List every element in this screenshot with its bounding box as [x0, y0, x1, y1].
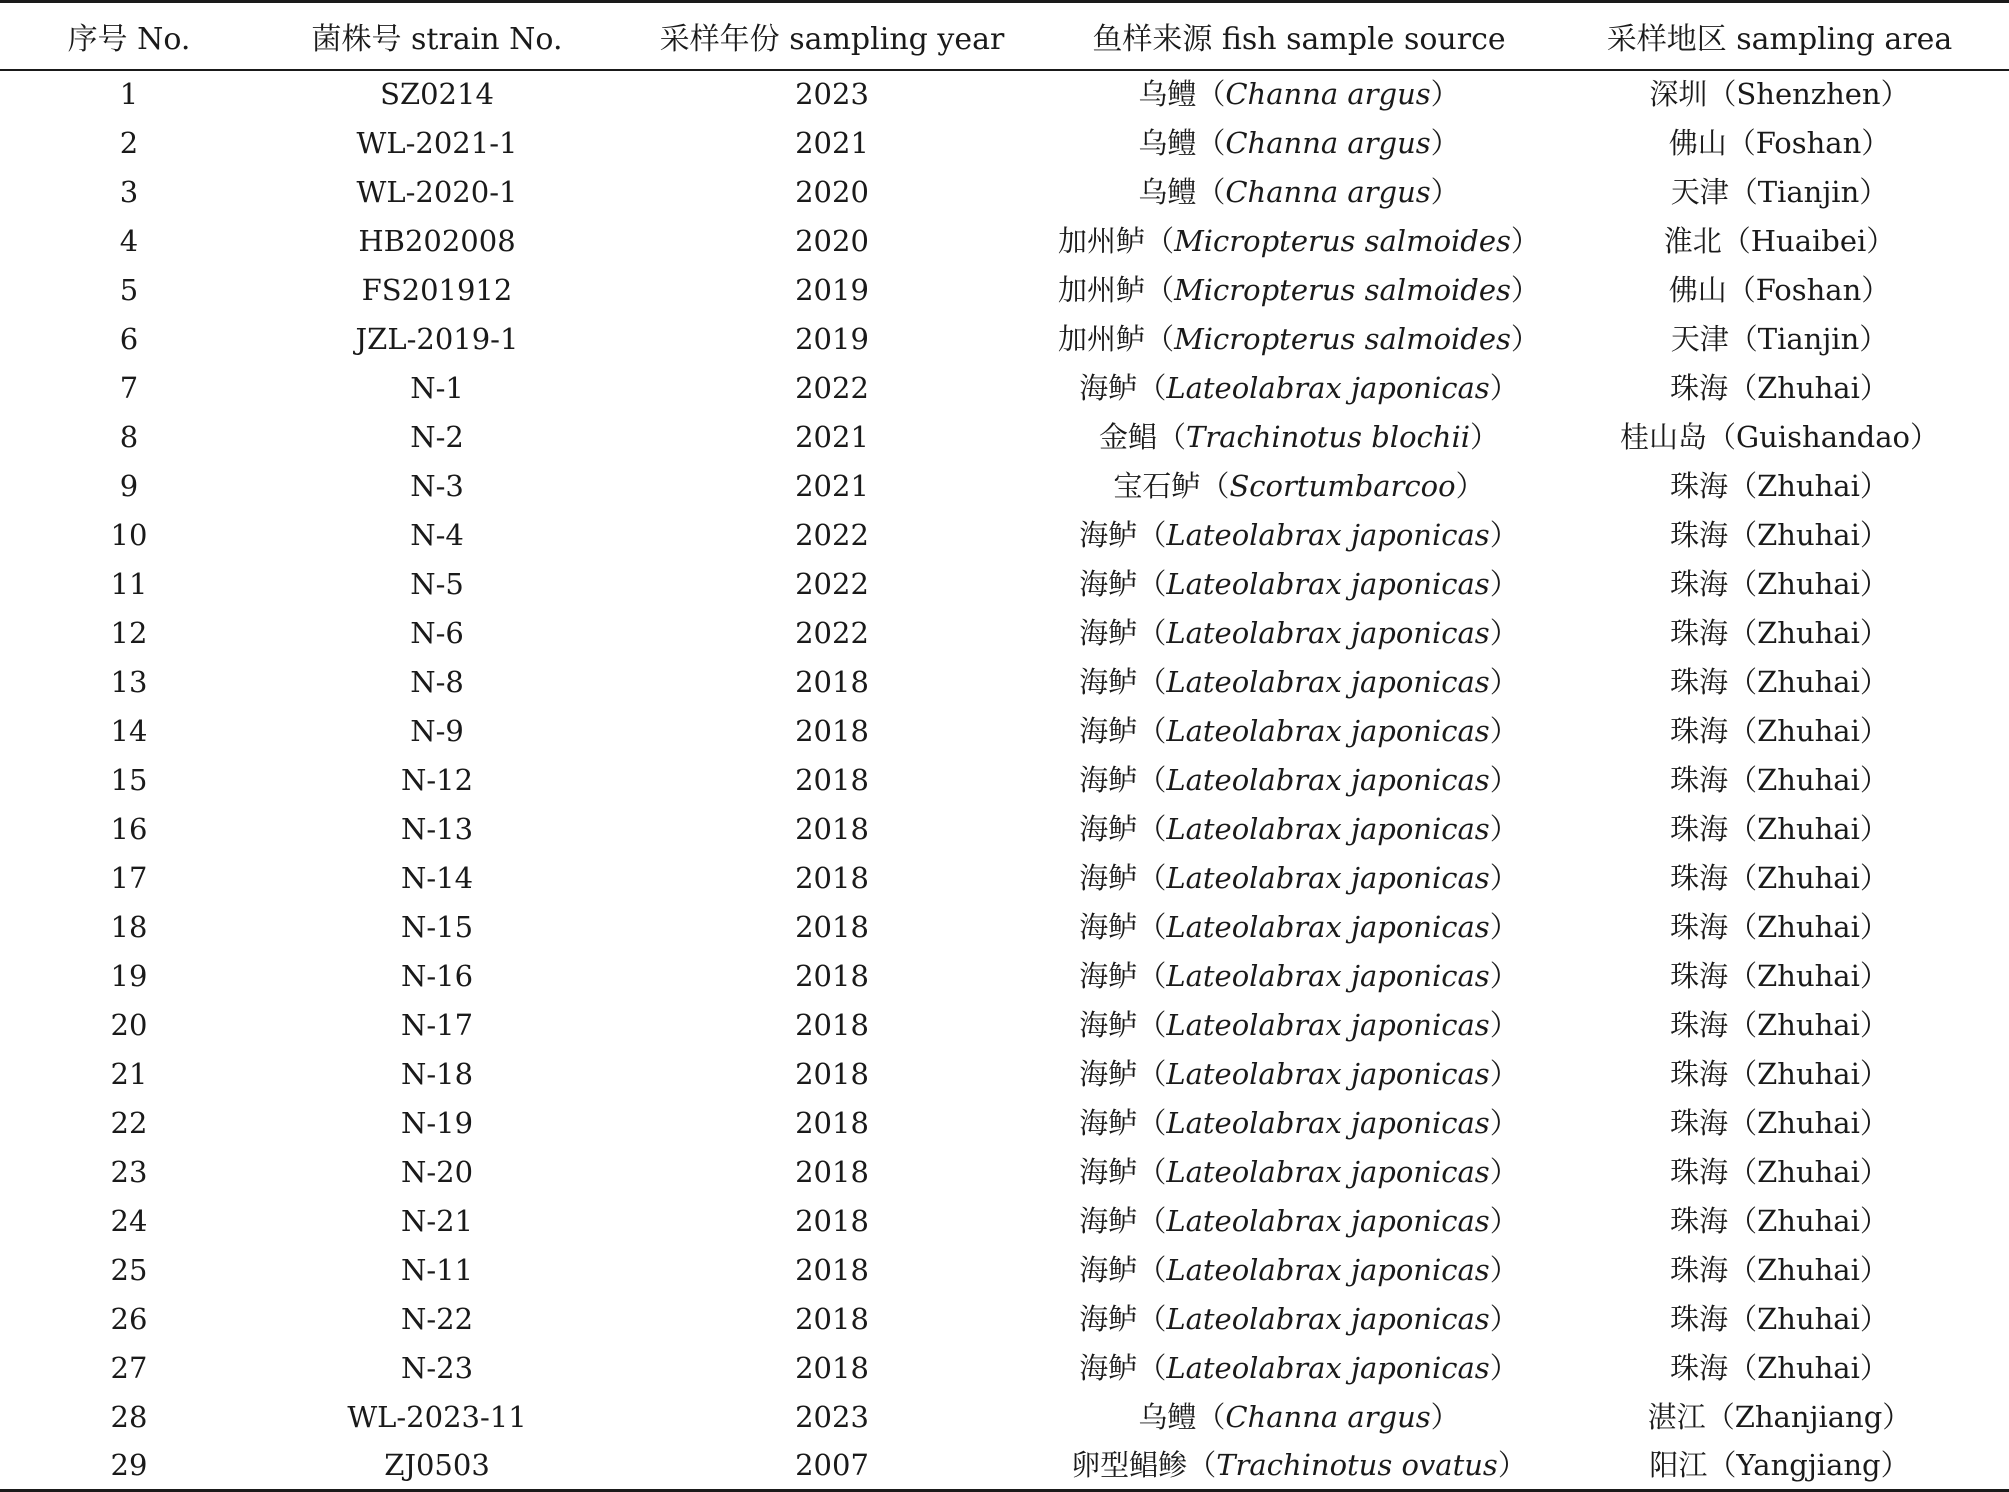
cell-fish-source: 海鲈（Lateolabrax japonicas）	[1079, 1154, 1519, 1189]
area-name-en: Zhuhai	[1757, 370, 1860, 405]
area-name-cn: 阳江	[1649, 1447, 1708, 1482]
table-row	[0, 1001, 2009, 1050]
fish-name-latin: Lateolabrax japonicas	[1166, 1301, 1490, 1336]
area-name-cn: 珠海	[1670, 909, 1729, 944]
cell-no: 12	[110, 615, 148, 650]
area-name-en: Zhuhai	[1757, 958, 1860, 993]
cell-strain: N-22	[400, 1301, 474, 1336]
table-header	[0, 2, 2009, 70]
cell-fish-source: 加州鲈（Micropterus salmoides）	[1058, 223, 1540, 258]
cell-year: 2022	[795, 566, 869, 601]
area-name-en: Foshan	[1755, 272, 1862, 307]
cell-fish-source: 海鲈（Lateolabrax japonicas）	[1079, 566, 1519, 601]
cell-strain: N-21	[400, 1203, 474, 1238]
fish-name-cn: 宝石鲈	[1113, 468, 1201, 503]
area-name-en: Zhuhai	[1757, 1154, 1860, 1189]
cell-fish-source: 海鲈（Lateolabrax japonicas）	[1079, 1203, 1519, 1238]
area-name-cn: 珠海	[1670, 1105, 1729, 1140]
fish-name-cn: 海鲈	[1079, 615, 1138, 650]
cell-fish-source: 卵型鲳鲹（Trachinotus ovatus）	[1048, 1442, 1550, 1491]
cell-area: 桂山岛（Guishandao）	[1619, 419, 1939, 454]
cell-year: 2020	[795, 223, 869, 258]
cell-fish-source: 金鲳（Trachinotus blochii）	[1098, 419, 1500, 454]
cell-year: 2019	[795, 272, 869, 307]
fish-name-cn: 海鲈	[1079, 762, 1138, 797]
cell-fish-source: 海鲈（Lateolabrax japonicas）	[1079, 1350, 1519, 1385]
fish-name-cn: 金鲳	[1098, 419, 1157, 454]
cell-no: 19	[110, 958, 148, 993]
fish-name-cn: 海鲈	[1079, 909, 1138, 944]
table-row	[0, 364, 2009, 413]
area-name-cn: 珠海	[1670, 1252, 1729, 1287]
cell-fish-source: 海鲈（Lateolabrax japonicas）	[1079, 762, 1519, 797]
fish-name-latin: Lateolabrax japonicas	[1166, 958, 1490, 993]
cell-area: 珠海（Zhuhai）	[1670, 958, 1889, 993]
cell-area: 珠海（Zhuhai）	[1670, 1056, 1889, 1091]
area-name-en: Shenzhen	[1736, 77, 1881, 111]
cell-area: 珠海（Zhuhai）	[1670, 468, 1889, 503]
cell-year: 2018	[795, 762, 869, 797]
table-row	[0, 168, 2009, 217]
cell-area: 湛江（Zhanjiang）	[1647, 1399, 1912, 1434]
header-row	[0, 2, 2009, 70]
table-row	[0, 1050, 2009, 1099]
fish-name-latin: Lateolabrax japonicas	[1166, 1350, 1490, 1385]
area-name-en: Zhuhai	[1757, 909, 1860, 944]
cell-area: 珠海（Zhuhai）	[1670, 664, 1889, 699]
area-name-cn: 珠海	[1670, 370, 1729, 405]
fish-name-cn: 海鲈	[1079, 566, 1138, 601]
fish-name-cn: 海鲈	[1079, 713, 1138, 748]
cell-strain: HB202008	[358, 223, 516, 258]
cell-year: 2018	[795, 909, 869, 944]
fish-name-cn: 海鲈	[1079, 958, 1138, 993]
fish-name-latin: Channa argus	[1225, 125, 1431, 160]
cell-area: 珠海（Zhuhai）	[1670, 1252, 1889, 1287]
cell-no: 13	[110, 664, 148, 699]
cell-no: 9	[119, 468, 139, 503]
fish-name-cn: 加州鲈	[1058, 272, 1146, 307]
fish-name-cn: 海鲈	[1079, 860, 1138, 895]
cell-no: 27	[110, 1350, 148, 1385]
table-row	[0, 952, 2009, 1001]
fish-name-latin: Lateolabrax japonicas	[1166, 566, 1490, 601]
cell-fish-source: 加州鲈（Micropterus salmoides）	[1058, 272, 1540, 307]
table-row	[0, 1344, 2009, 1393]
cell-strain: WL-2021-1	[356, 125, 518, 160]
cell-fish-source: 乌鳢（Channa argus）	[1138, 77, 1460, 111]
cell-fish-source: 乌鳢（Channa argus）	[1138, 1399, 1460, 1434]
fish-name-cn: 乌鳢	[1138, 1399, 1197, 1434]
fish-name-latin: Micropterus salmoides	[1174, 272, 1511, 307]
cell-fish-source: 海鲈（Lateolabrax japonicas）	[1079, 909, 1519, 944]
cell-no: 20	[110, 1007, 148, 1042]
area-name-en: Zhuhai	[1757, 468, 1860, 503]
cell-strain: N-13	[400, 811, 474, 846]
cell-fish-source: 海鲈（Lateolabrax japonicas）	[1079, 1007, 1519, 1042]
cell-fish-source: 海鲈（Lateolabrax japonicas）	[1079, 370, 1519, 405]
cell-year: 2023	[795, 77, 869, 111]
fish-name-cn: 海鲈	[1079, 517, 1138, 552]
cell-year: 2018	[795, 1350, 869, 1385]
cell-year: 2018	[795, 1007, 869, 1042]
cell-year: 2022	[795, 517, 869, 552]
cell-area: 珠海（Zhuhai）	[1670, 566, 1889, 601]
cell-year: 2021	[795, 125, 869, 160]
area-name-cn: 淮北	[1663, 223, 1722, 258]
fish-name-latin: Lateolabrax japonicas	[1166, 762, 1490, 797]
cell-strain: WL-2020-1	[356, 174, 518, 209]
cell-area: 珠海（Zhuhai）	[1670, 1301, 1889, 1336]
cell-no: 5	[119, 272, 139, 307]
header-no: 序号 No.	[0, 2, 258, 70]
area-name-en: Zhuhai	[1757, 1203, 1860, 1238]
area-name-cn: 湛江	[1647, 1399, 1706, 1434]
fish-name-cn: 卵型鲳鲹	[1071, 1447, 1188, 1482]
cell-no: 16	[110, 811, 148, 846]
fish-name-cn: 加州鲈	[1058, 223, 1146, 258]
area-name-cn: 珠海	[1670, 1203, 1729, 1238]
table-row	[0, 609, 2009, 658]
fish-name-cn: 海鲈	[1079, 1154, 1138, 1189]
area-name-en: Guishandao	[1736, 419, 1910, 454]
fish-name-cn: 乌鳢	[1138, 174, 1197, 209]
cell-area: 天津（Tianjin）	[1670, 174, 1889, 209]
cell-no: 1	[119, 77, 139, 111]
cell-no: 2	[119, 125, 139, 160]
cell-year: 2018	[795, 1203, 869, 1238]
area-name-en: Zhuhai	[1757, 1252, 1860, 1287]
table-row	[0, 119, 2009, 168]
cell-no: 11	[110, 566, 148, 601]
cell-year: 2019	[795, 321, 869, 356]
table-row	[0, 1197, 2009, 1246]
area-name-cn: 珠海	[1670, 566, 1729, 601]
cell-fish-source: 加州鲈（Micropterus salmoides）	[1058, 321, 1540, 356]
cell-strain: N-18	[400, 1056, 474, 1091]
cell-fish-source: 海鲈（Lateolabrax japonicas）	[1079, 1301, 1519, 1336]
cell-year: 2018	[795, 664, 869, 699]
table-row	[0, 658, 2009, 707]
table-row	[0, 707, 2009, 756]
cell-area: 珠海（Zhuhai）	[1670, 1154, 1889, 1189]
fish-name-latin: Lateolabrax japonicas	[1166, 1007, 1490, 1042]
cell-no: 28	[110, 1399, 148, 1434]
table-row	[0, 266, 2009, 315]
cell-area: 珠海（Zhuhai）	[1670, 762, 1889, 797]
cell-area: 珠海（Zhuhai）	[1670, 370, 1889, 405]
fish-name-cn: 乌鳢	[1138, 125, 1197, 160]
cell-strain: N-23	[400, 1350, 474, 1385]
cell-no: 14	[110, 713, 148, 748]
fish-name-latin: Micropterus salmoides	[1174, 223, 1511, 258]
area-name-en: Zhuhai	[1757, 615, 1860, 650]
cell-strain: ZJ0503	[258, 1442, 616, 1491]
cell-no: 24	[110, 1203, 148, 1238]
fish-name-latin: Lateolabrax japonicas	[1166, 909, 1490, 944]
cell-area: 珠海（Zhuhai）	[1670, 517, 1889, 552]
area-name-cn: 珠海	[1670, 1056, 1729, 1091]
area-name-en: Zhuhai	[1757, 566, 1860, 601]
cell-strain: N-6	[410, 615, 464, 650]
cell-strain: N-2	[410, 419, 464, 454]
cell-no: 10	[110, 517, 148, 552]
cell-area: 珠海（Zhuhai）	[1670, 811, 1889, 846]
cell-area: 珠海（Zhuhai）	[1670, 1105, 1889, 1140]
table-row	[0, 756, 2009, 805]
table-row	[0, 462, 2009, 511]
cell-fish-source: 海鲈（Lateolabrax japonicas）	[1079, 1105, 1519, 1140]
table-row	[0, 413, 2009, 462]
cell-year: 2021	[795, 419, 869, 454]
area-name-cn: 天津	[1670, 174, 1729, 209]
cell-fish-source: 海鲈（Lateolabrax japonicas）	[1079, 811, 1519, 846]
cell-strain: N-4	[410, 517, 464, 552]
cell-area: 珠海（Zhuhai）	[1670, 713, 1889, 748]
cell-strain: N-20	[400, 1154, 474, 1189]
cell-no: 23	[110, 1154, 148, 1189]
area-name-en: Zhanjiang	[1734, 1399, 1883, 1434]
cell-strain: WL-2023-11	[347, 1399, 527, 1434]
cell-year: 2018	[795, 1154, 869, 1189]
cell-strain: N-3	[410, 468, 464, 503]
cell-year: 2018	[795, 1105, 869, 1140]
fish-name-cn: 海鲈	[1079, 1056, 1138, 1091]
cell-no: 29	[0, 1442, 258, 1491]
header-area: 采样地区 sampling area	[1550, 2, 2009, 70]
area-name-cn: 珠海	[1670, 811, 1729, 846]
cell-area: 珠海（Zhuhai）	[1670, 1203, 1889, 1238]
area-name-en: Zhuhai	[1757, 1350, 1860, 1385]
area-name-cn: 珠海	[1670, 1301, 1729, 1336]
cell-strain: N-5	[410, 566, 464, 601]
cell-year: 2021	[795, 468, 869, 503]
area-name-en: Tianjin	[1757, 321, 1860, 356]
cell-area: 佛山（Foshan）	[1668, 125, 1891, 160]
fish-name-latin: Channa argus	[1225, 1399, 1431, 1434]
cell-no: 6	[119, 321, 139, 356]
cell-fish-source: 乌鳢（Channa argus）	[1138, 174, 1460, 209]
area-name-en: Zhuhai	[1757, 762, 1860, 797]
fish-name-cn: 乌鳢	[1138, 77, 1197, 111]
cell-no: 17	[110, 860, 148, 895]
cell-strain: N-19	[400, 1105, 474, 1140]
cell-no: 18	[110, 909, 148, 944]
cell-year: 2023	[795, 1399, 869, 1434]
cell-area: 珠海（Zhuhai）	[1670, 860, 1889, 895]
fish-name-cn: 海鲈	[1079, 1203, 1138, 1238]
fish-name-cn: 海鲈	[1079, 1350, 1138, 1385]
fish-name-cn: 海鲈	[1079, 664, 1138, 699]
area-name-cn: 珠海	[1670, 1154, 1729, 1189]
fish-name-latin: Lateolabrax japonicas	[1166, 811, 1490, 846]
cell-year: 2022	[795, 615, 869, 650]
area-name-cn: 珠海	[1670, 1007, 1729, 1042]
cell-area: 珠海（Zhuhai）	[1670, 615, 1889, 650]
cell-strain: N-16	[400, 958, 474, 993]
fish-name-latin: Lateolabrax japonicas	[1166, 1252, 1490, 1287]
area-name-en: Zhuhai	[1757, 517, 1860, 552]
cell-area: 珠海（Zhuhai）	[1670, 909, 1889, 944]
fish-name-latin: Micropterus salmoides	[1174, 321, 1511, 356]
area-name-cn: 桂山岛	[1619, 419, 1707, 454]
cell-year: 2018	[795, 1252, 869, 1287]
area-name-en: Zhuhai	[1757, 1301, 1860, 1336]
cell-strain: N-9	[410, 713, 464, 748]
table-row	[0, 1442, 2009, 1491]
area-name-cn: 天津	[1670, 321, 1729, 356]
table-row	[0, 217, 2009, 266]
area-name-en: Zhuhai	[1757, 713, 1860, 748]
area-name-en: Zhuhai	[1757, 1105, 1860, 1140]
cell-no: 3	[119, 174, 139, 209]
table-row	[0, 1148, 2009, 1197]
cell-no: 4	[119, 223, 139, 258]
table-row	[0, 805, 2009, 854]
header-fish-source: 鱼样来源 fish sample source	[1048, 2, 1550, 70]
cell-strain: N-8	[410, 664, 464, 699]
cell-area: 深圳（Shenzhen）	[1649, 77, 1910, 111]
cell-strain: JZL-2019-1	[355, 321, 519, 356]
cell-strain: N-1	[410, 370, 464, 405]
cell-strain: N-15	[400, 909, 474, 944]
cell-year: 2018	[795, 1056, 869, 1091]
cell-strain: N-11	[400, 1252, 474, 1287]
area-name-cn: 珠海	[1670, 468, 1729, 503]
cell-area: 淮北（Huaibei）	[1663, 223, 1896, 258]
fish-name-latin: Trachinotus ovatus	[1216, 1447, 1498, 1482]
header-strain: 菌株号 strain No.	[258, 2, 616, 70]
area-name-cn: 珠海	[1670, 664, 1729, 699]
table-row	[0, 70, 2009, 119]
area-name-cn: 珠海	[1670, 762, 1729, 797]
cell-area: 佛山（Foshan）	[1668, 272, 1891, 307]
fish-name-latin: Lateolabrax japonicas	[1166, 370, 1490, 405]
fish-name-cn: 海鲈	[1079, 1252, 1138, 1287]
area-name-cn: 珠海	[1670, 713, 1729, 748]
area-name-en: Zhuhai	[1757, 664, 1860, 699]
cell-no: 26	[110, 1301, 148, 1336]
table-row	[0, 511, 2009, 560]
cell-year: 2018	[795, 713, 869, 748]
cell-fish-source: 宝石鲈（Scortumbarcoo）	[1113, 468, 1485, 503]
fish-name-cn: 海鲈	[1079, 811, 1138, 846]
cell-year: 2007	[616, 1442, 1048, 1491]
area-name-en: Huaibei	[1750, 223, 1867, 258]
area-name-en: Foshan	[1755, 125, 1862, 160]
cell-year: 2018	[795, 811, 869, 846]
cell-no: 7	[119, 370, 139, 405]
fish-name-latin: Lateolabrax japonicas	[1166, 713, 1490, 748]
cell-year: 2018	[795, 860, 869, 895]
cell-strain: FS201912	[361, 272, 513, 307]
cell-year: 2020	[795, 174, 869, 209]
cell-fish-source: 海鲈（Lateolabrax japonicas）	[1079, 517, 1519, 552]
area-name-cn: 佛山	[1668, 125, 1727, 160]
fish-name-cn: 海鲈	[1079, 1007, 1138, 1042]
cell-area: 珠海（Zhuhai）	[1670, 1350, 1889, 1385]
fish-name-cn: 海鲈	[1079, 1105, 1138, 1140]
cell-fish-source: 海鲈（Lateolabrax japonicas）	[1079, 713, 1519, 748]
area-name-cn: 珠海	[1670, 1350, 1729, 1385]
cell-no: 25	[110, 1252, 148, 1287]
area-name-cn: 珠海	[1670, 958, 1729, 993]
cell-area: 阳江（Yangjiang）	[1550, 1442, 2009, 1491]
fish-name-latin: Trachinotus blochii	[1185, 419, 1471, 454]
cell-area: 天津（Tianjin）	[1670, 321, 1889, 356]
cell-year: 2022	[795, 370, 869, 405]
cell-strain: N-12	[400, 762, 474, 797]
fish-name-latin: Lateolabrax japonicas	[1166, 1154, 1490, 1189]
cell-no: 15	[110, 762, 148, 797]
fish-name-latin: Lateolabrax japonicas	[1166, 615, 1490, 650]
fish-name-latin: Lateolabrax japonicas	[1166, 1105, 1490, 1140]
fish-name-latin: Lateolabrax japonicas	[1166, 1056, 1490, 1091]
cell-fish-source: 乌鳢（Channa argus）	[1138, 125, 1460, 160]
table-row	[0, 1393, 2009, 1442]
table-row	[0, 560, 2009, 609]
cell-area: 珠海（Zhuhai）	[1670, 1007, 1889, 1042]
fish-name-latin: Lateolabrax japonicas	[1166, 664, 1490, 699]
cell-no: 21	[110, 1056, 148, 1091]
header-year: 采样年份 sampling year	[616, 2, 1048, 70]
fish-name-latin: Lateolabrax japonicas	[1166, 1203, 1490, 1238]
area-name-en: Zhuhai	[1757, 811, 1860, 846]
area-name-en: Yangjiang	[1736, 1447, 1881, 1482]
table-row	[0, 1099, 2009, 1148]
cell-no: 22	[110, 1105, 148, 1140]
area-name-en: Zhuhai	[1757, 1007, 1860, 1042]
cell-strain: N-14	[400, 860, 474, 895]
table-row	[0, 903, 2009, 952]
area-name-cn: 深圳	[1649, 77, 1708, 111]
table-body	[0, 70, 2009, 1491]
fish-name-cn: 海鲈	[1079, 370, 1138, 405]
table-row	[0, 854, 2009, 903]
fish-name-cn: 海鲈	[1079, 1301, 1138, 1336]
area-name-en: Zhuhai	[1757, 1056, 1860, 1091]
fish-name-cn: 加州鲈	[1058, 321, 1146, 356]
area-name-en: Tianjin	[1757, 174, 1860, 209]
area-name-cn: 珠海	[1670, 517, 1729, 552]
cell-year: 2018	[795, 958, 869, 993]
cell-strain: N-17	[400, 1007, 474, 1042]
fish-name-latin: Scortumbarcoo	[1229, 468, 1456, 503]
cell-no: 8	[119, 419, 139, 454]
cell-fish-source: 海鲈（Lateolabrax japonicas）	[1079, 1056, 1519, 1091]
cell-fish-source: 海鲈（Lateolabrax japonicas）	[1079, 860, 1519, 895]
fish-name-latin: Lateolabrax japonicas	[1166, 860, 1490, 895]
cell-strain: SZ0214	[380, 77, 494, 111]
fish-name-latin: Lateolabrax japonicas	[1166, 517, 1490, 552]
table-row	[0, 315, 2009, 364]
fish-name-latin: Channa argus	[1225, 77, 1431, 111]
cell-fish-source: 海鲈（Lateolabrax japonicas）	[1079, 664, 1519, 699]
area-name-cn: 珠海	[1670, 860, 1729, 895]
cell-year: 2018	[795, 1301, 869, 1336]
cell-fish-source: 海鲈（Lateolabrax japonicas）	[1079, 615, 1519, 650]
area-name-cn: 佛山	[1668, 272, 1727, 307]
cell-fish-source: 海鲈（Lateolabrax japonicas）	[1079, 958, 1519, 993]
cell-fish-source: 海鲈（Lateolabrax japonicas）	[1079, 1252, 1519, 1287]
table-row	[0, 1246, 2009, 1295]
area-name-en: Zhuhai	[1757, 860, 1860, 895]
fish-name-latin: Channa argus	[1225, 174, 1431, 209]
area-name-cn: 珠海	[1670, 615, 1729, 650]
table-row	[0, 1295, 2009, 1344]
